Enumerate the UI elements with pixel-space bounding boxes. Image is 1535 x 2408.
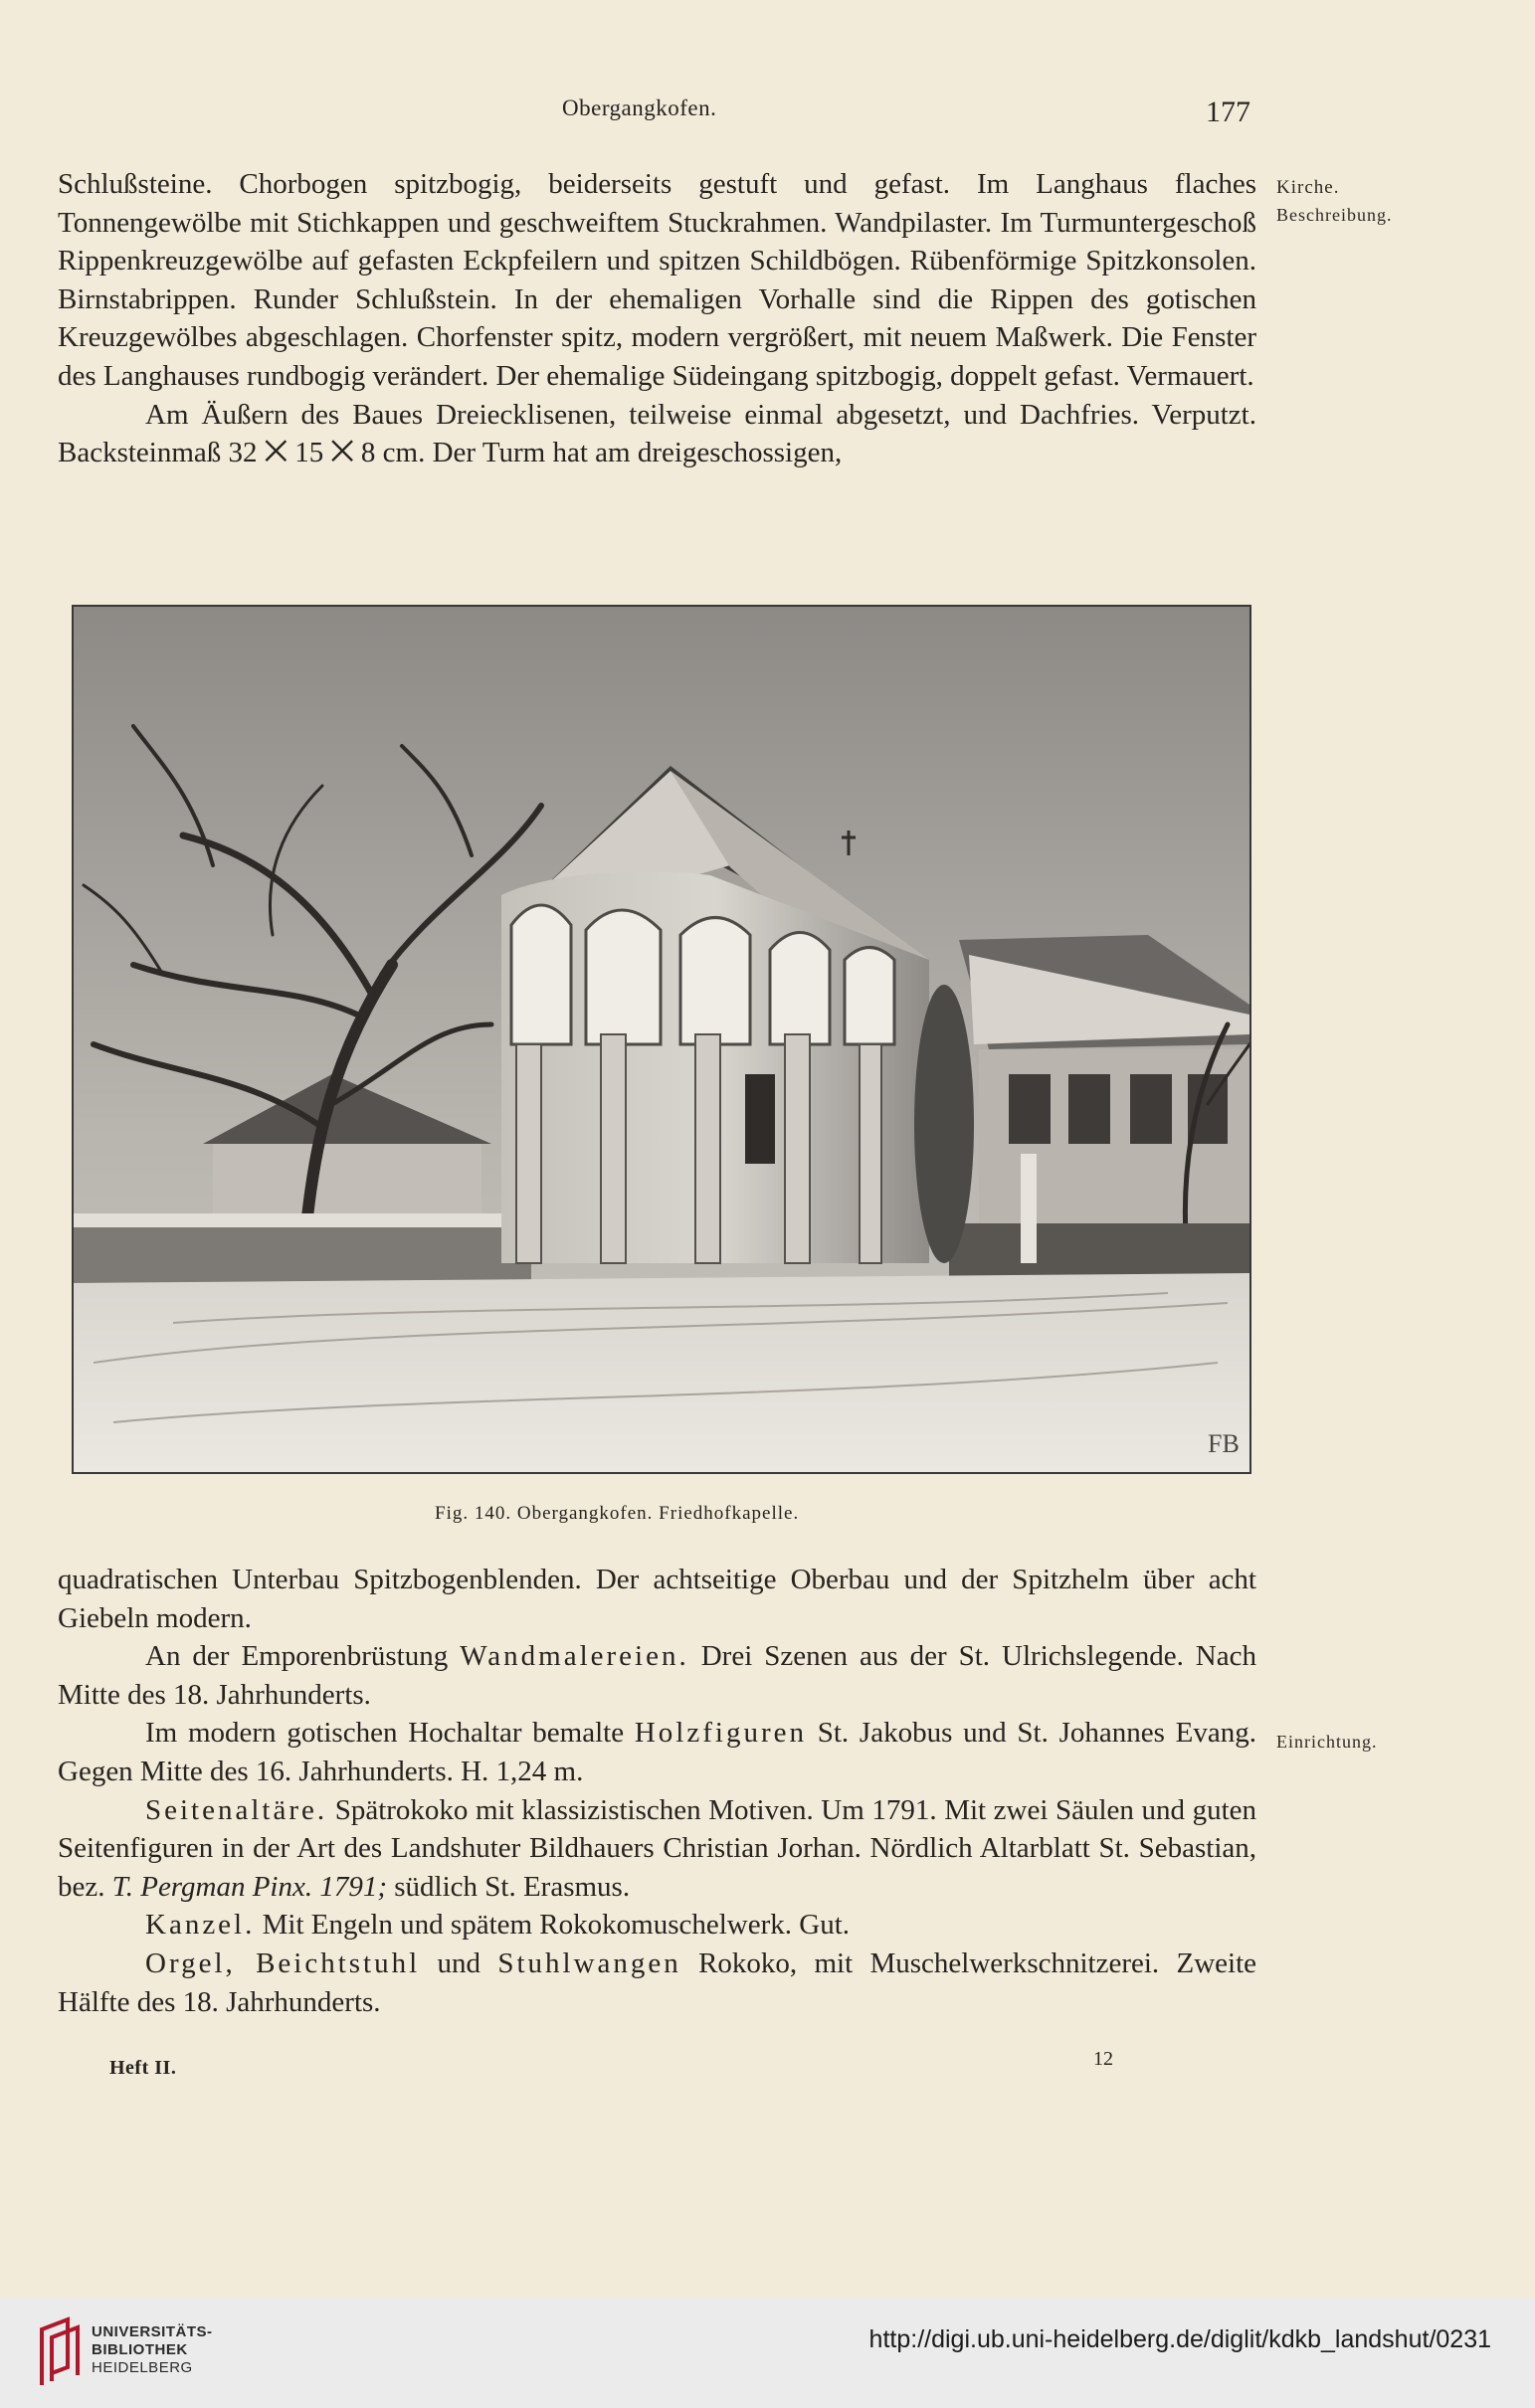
permalink-url[interactable]: http://digi.ub.uni-heidelberg.de/diglit/kdkb_landshut/0231 xyxy=(868,2325,1491,2353)
paragraph xyxy=(58,1906,1256,1945)
text-run: St. Jakobus und St. Johannes Evang. Gegen Mitte des 16. Jahrhunderts. H. 1,24 m. xyxy=(58,1717,1256,1787)
italic-inscription: T. Pergman Pinx. 1791; xyxy=(111,1870,388,1903)
text-run: Spätrokoko mit klassizistischen Motiven. Um 1791. Mit zwei Säulen und guten Seitenfiguren in der Art des Landshuter Bildhauers Christian Jorhan. Nördlich Altarblatt St. Sebastian, bez. xyxy=(58,1793,1256,1903)
margin-note-beschreibung: Beschreibung. xyxy=(1276,205,1393,225)
text-run: südlich St. Erasmus. xyxy=(387,1870,631,1903)
library-logo-icon xyxy=(38,2315,82,2389)
text-run: An der Emporenbrüstung xyxy=(145,1640,461,1673)
spaced-term: Kanzel. xyxy=(145,1909,256,1942)
text-run: Im modern gotischen Hochaltar bemalte xyxy=(145,1717,635,1750)
paragraph xyxy=(58,1637,1256,1714)
paragraph xyxy=(58,1791,1256,1907)
running-title: Obergangkofen. xyxy=(562,95,717,120)
figure-photograph xyxy=(72,605,1251,1474)
text-run: Mit Engeln und spätem Rokokomuschelwerk. Gut. xyxy=(255,1909,851,1942)
paragraph: Am Äußern des Baues Dreiecklisenen, teilweise einmal abgesetzt, und Dachfries. Verputzt. Backsteinmaß 32 ⨉ 15 ⨉ 8 cm. Der Turm hat am dreigeschossigen, xyxy=(58,398,1256,469)
text-run: und xyxy=(420,1946,498,1979)
footer-issue: Heft II. xyxy=(109,2057,177,2079)
library-name xyxy=(92,2323,213,2377)
spaced-term: Stuhlwangen xyxy=(497,1946,681,1979)
chapel-photo-illustration xyxy=(74,607,1249,1472)
margin-note-einrichtung: Einrichtung. xyxy=(1276,1732,1378,1752)
text-run: Rokoko, mit Muschelwerkschnitzerei. Zweite Hälfte des 18. Jahrhunderts. xyxy=(58,1946,1257,2018)
spaced-term: Holzfiguren xyxy=(634,1717,807,1750)
photo-monogram: FB xyxy=(1208,1429,1240,1458)
paragraph xyxy=(58,1945,1256,2021)
page-number: 177 xyxy=(1206,95,1250,128)
spaced-term: Orgel, Beichtstuhl xyxy=(145,1946,421,1979)
footer-signature: 12 xyxy=(1093,2048,1113,2070)
spaced-term: Wandmalereien. xyxy=(460,1640,689,1673)
paragraph xyxy=(58,1714,1256,1790)
paragraph: quadratischen Unterbau Spitzbogenblenden. Der achtseitige Oberbau und der Spitzhelm über acht Giebeln modern. xyxy=(58,1564,1256,1634)
text-run: Drei Szenen aus der St. Ulrichslegende. Nach Mitte des 18. Jahrhunderts. xyxy=(58,1640,1256,1711)
library-name-line: BIBLIOTHEK xyxy=(92,2341,188,2358)
library-name-line: HEIDELBERG xyxy=(92,2359,193,2376)
library-name-line: UNIVERSITÄTS- xyxy=(92,2323,213,2340)
top-text-block xyxy=(58,165,1256,472)
paragraph: Schlußsteine. Chorbogen spitzbogig, beiderseits gestuft und gefast. Im Langhaus flaches Tonnengewölbe mit Stichkappen und geschweiftem Stuckrahmen. Wandpilaster. Im Turmuntergeschoß Rippenkreuzgewölbe auf gefasten Eckpfeilern und spitzen Schildbögen. Rübenförmige Spitzkonsolen. Birnstabrippen. Runder Schlußstein. In der ehemaligen Vorhalle sind die Rippen des gotischen Kreuzgewölbes abgeschlagen. Chorfenster spitz, modern vergrößert, mit neuem Maßwerk. Die Fenster des Langhauses rundbogig verändert. Der ehemalige Südeingang spitzbogig, doppelt gefast. Vermauert. xyxy=(58,168,1256,392)
spaced-term: Seitenaltäre. xyxy=(145,1793,328,1826)
margin-note-kirche: Kirche. xyxy=(1276,177,1340,198)
figure-caption: Fig. 140. Obergangkofen. Friedhofkapelle. xyxy=(435,1503,800,1524)
bottom-text-block xyxy=(58,1561,1256,2021)
